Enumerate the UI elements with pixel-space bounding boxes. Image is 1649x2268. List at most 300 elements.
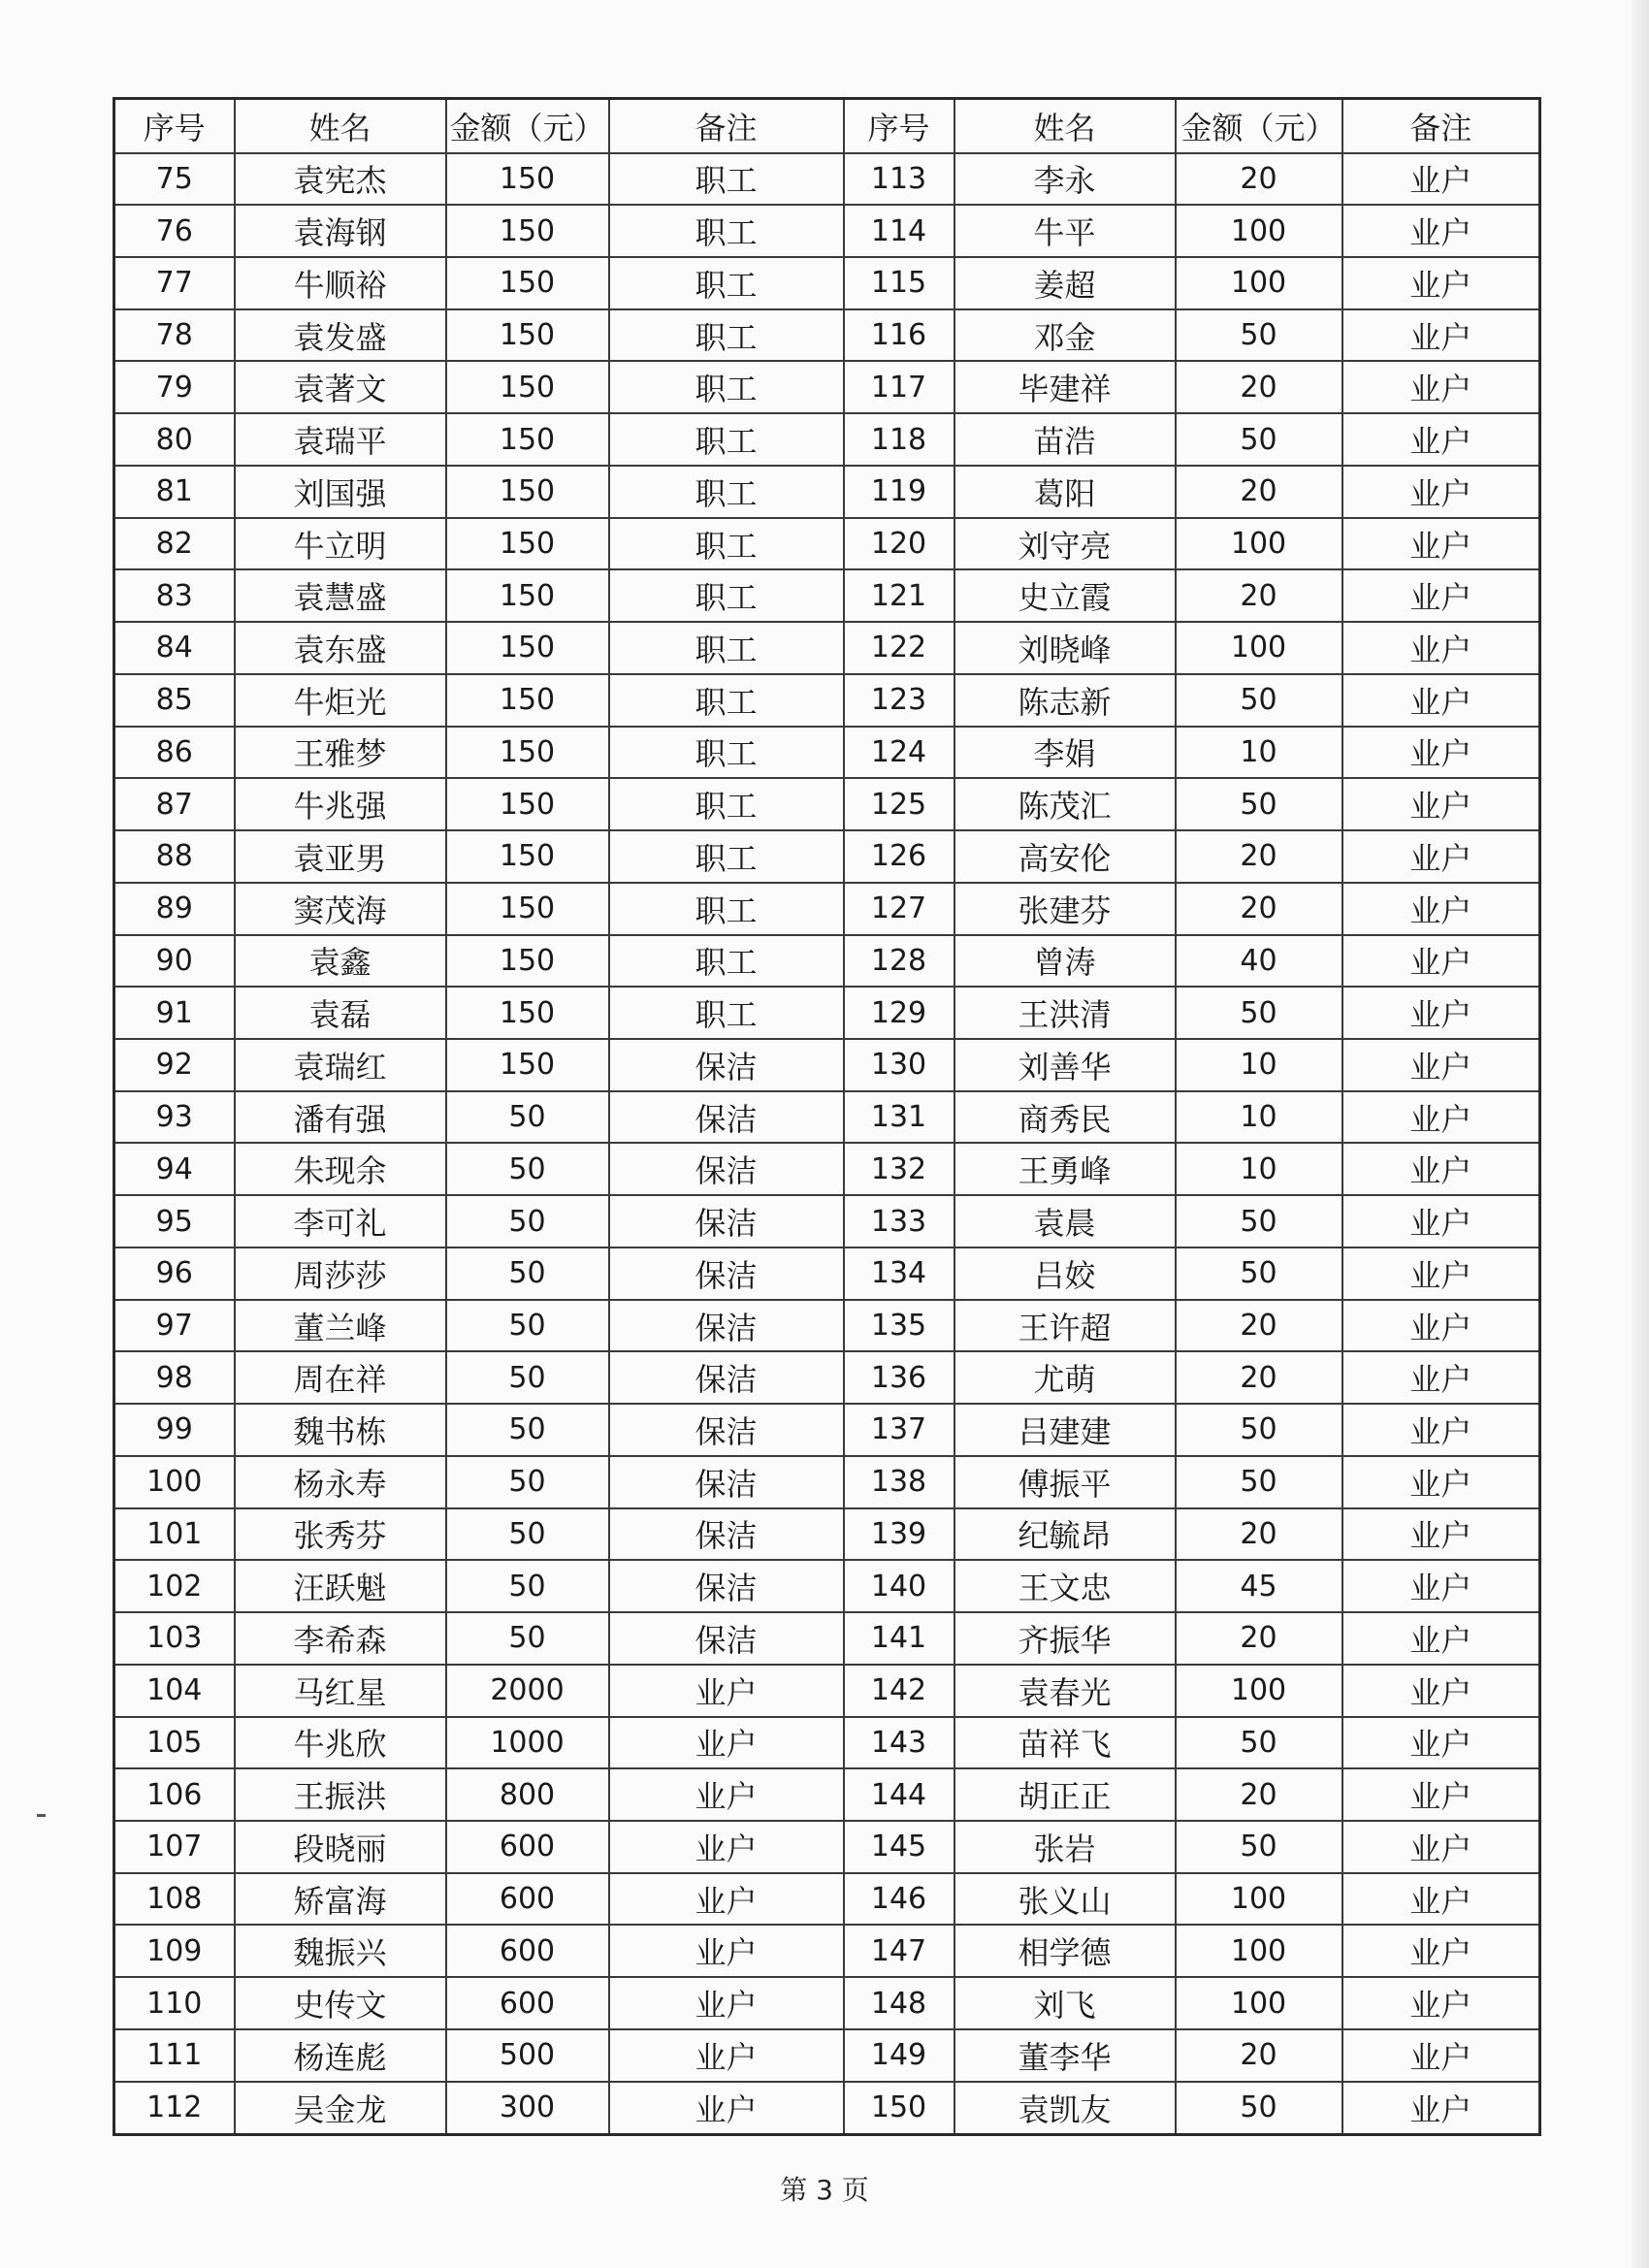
- right-note-cell: 业户: [1342, 1300, 1540, 1352]
- left-serial-cell: 88: [114, 830, 235, 883]
- right-amount-cell: 40: [1176, 935, 1342, 988]
- right-name-cell: 姜超: [954, 257, 1176, 309]
- right-note-cell: 业户: [1342, 2082, 1540, 2135]
- right-amount-cell: 20: [1176, 1768, 1342, 1821]
- right-serial-cell: 123: [844, 674, 954, 727]
- header-amount-right: 金额（元）: [1176, 99, 1342, 153]
- right-note-cell: 业户: [1342, 1195, 1540, 1247]
- right-amount-cell: 10: [1176, 727, 1342, 779]
- right-amount-cell: 20: [1176, 1300, 1342, 1352]
- right-name-cell: 袁凯友: [954, 2082, 1176, 2135]
- right-note-cell: 业户: [1342, 1977, 1540, 2029]
- left-name-cell: 段晓丽: [235, 1821, 446, 1873]
- right-note-cell: 业户: [1342, 1091, 1540, 1144]
- right-serial-cell: 130: [844, 1039, 954, 1091]
- table-row: [114, 1091, 1540, 1144]
- header-serial-right: 序号: [844, 99, 954, 153]
- table-row: [114, 1300, 1540, 1352]
- left-note-cell: 保洁: [609, 1039, 844, 1091]
- left-name-cell: 牛兆强: [235, 778, 446, 830]
- left-note-cell: 职工: [609, 518, 844, 570]
- right-serial-cell: 146: [844, 1873, 954, 1926]
- left-name-cell: 张秀芬: [235, 1508, 446, 1561]
- left-serial-cell: 107: [114, 1821, 235, 1873]
- left-amount-cell: 50: [446, 1508, 609, 1561]
- table-row: [114, 1612, 1540, 1665]
- left-name-cell: 牛立明: [235, 518, 446, 570]
- right-serial-cell: 119: [844, 466, 954, 518]
- right-amount-cell: 10: [1176, 1091, 1342, 1144]
- right-note-cell: 业户: [1342, 883, 1540, 935]
- left-amount-cell: 50: [446, 1143, 609, 1195]
- table-row: [114, 622, 1540, 674]
- left-amount-cell: 150: [446, 622, 609, 674]
- left-note-cell: 职工: [609, 257, 844, 309]
- right-name-cell: 傅振平: [954, 1456, 1176, 1508]
- right-serial-cell: 141: [844, 1612, 954, 1665]
- left-amount-cell: 150: [446, 727, 609, 779]
- right-note-cell: 业户: [1342, 674, 1540, 727]
- left-amount-cell: 50: [446, 1247, 609, 1300]
- right-note-cell: 业户: [1342, 466, 1540, 518]
- table-row: [114, 205, 1540, 257]
- right-note-cell: 业户: [1342, 1821, 1540, 1873]
- table-row: [114, 1717, 1540, 1769]
- right-name-cell: 王许超: [954, 1300, 1176, 1352]
- table-row: [114, 1195, 1540, 1247]
- left-serial-cell: 92: [114, 1039, 235, 1091]
- table-row: [114, 1768, 1540, 1821]
- table-body: [114, 153, 1540, 2135]
- right-name-cell: 陈茂汇: [954, 778, 1176, 830]
- left-amount-cell: 50: [446, 1195, 609, 1247]
- table-row: [114, 1977, 1540, 2029]
- right-serial-cell: 131: [844, 1091, 954, 1144]
- left-note-cell: 保洁: [609, 1404, 844, 1456]
- left-note-cell: 业户: [609, 1821, 844, 1873]
- left-serial-cell: 109: [114, 1925, 235, 1977]
- left-note-cell: 业户: [609, 1873, 844, 1926]
- left-serial-cell: 87: [114, 778, 235, 830]
- header-note-left: 备注: [609, 99, 844, 153]
- left-name-cell: 袁鑫: [235, 935, 446, 988]
- scan-speck: [37, 1814, 46, 1817]
- right-name-cell: 王文忠: [954, 1560, 1176, 1612]
- right-note-cell: 业户: [1342, 1665, 1540, 1717]
- left-serial-cell: 79: [114, 361, 235, 413]
- left-serial-cell: 111: [114, 2029, 235, 2082]
- table-row: [114, 1925, 1540, 1977]
- left-amount-cell: 600: [446, 1977, 609, 2029]
- table-row: [114, 1508, 1540, 1561]
- left-amount-cell: 150: [446, 1039, 609, 1091]
- left-amount-cell: 50: [446, 1300, 609, 1352]
- left-note-cell: 保洁: [609, 1300, 844, 1352]
- scan-page-edge: [1632, 0, 1649, 2268]
- right-serial-cell: 138: [844, 1456, 954, 1508]
- left-serial-cell: 97: [114, 1300, 235, 1352]
- left-amount-cell: 500: [446, 2029, 609, 2082]
- left-note-cell: 业户: [609, 1717, 844, 1769]
- left-note-cell: 业户: [609, 1977, 844, 2029]
- right-note-cell: 业户: [1342, 569, 1540, 622]
- left-name-cell: 袁亚男: [235, 830, 446, 883]
- right-name-cell: 邓金: [954, 309, 1176, 362]
- right-note-cell: 业户: [1342, 1404, 1540, 1456]
- right-note-cell: 业户: [1342, 2029, 1540, 2082]
- left-amount-cell: 50: [446, 1560, 609, 1612]
- left-name-cell: 杨连彪: [235, 2029, 446, 2082]
- right-note-cell: 业户: [1342, 361, 1540, 413]
- left-amount-cell: 800: [446, 1768, 609, 1821]
- right-serial-cell: 135: [844, 1300, 954, 1352]
- left-serial-cell: 95: [114, 1195, 235, 1247]
- left-serial-cell: 81: [114, 466, 235, 518]
- right-name-cell: 陈志新: [954, 674, 1176, 727]
- left-amount-cell: 150: [446, 830, 609, 883]
- right-amount-cell: 10: [1176, 1143, 1342, 1195]
- left-serial-cell: 108: [114, 1873, 235, 1926]
- left-name-cell: 矫富海: [235, 1873, 446, 1926]
- left-note-cell: 业户: [609, 2029, 844, 2082]
- right-amount-cell: 50: [1176, 413, 1342, 466]
- left-name-cell: 牛炬光: [235, 674, 446, 727]
- right-note-cell: 业户: [1342, 1768, 1540, 1821]
- right-note-cell: 业户: [1342, 1717, 1540, 1769]
- right-note-cell: 业户: [1342, 1560, 1540, 1612]
- right-serial-cell: 142: [844, 1665, 954, 1717]
- left-amount-cell: 50: [446, 1404, 609, 1456]
- right-note-cell: 业户: [1342, 205, 1540, 257]
- right-name-cell: 吕姣: [954, 1247, 1176, 1300]
- left-amount-cell: 150: [446, 361, 609, 413]
- right-note-cell: 业户: [1342, 935, 1540, 988]
- header-note-right: 备注: [1342, 99, 1540, 153]
- right-serial-cell: 132: [844, 1143, 954, 1195]
- right-serial-cell: 120: [844, 518, 954, 570]
- right-serial-cell: 144: [844, 1768, 954, 1821]
- right-amount-cell: 20: [1176, 466, 1342, 518]
- left-serial-cell: 103: [114, 1612, 235, 1665]
- right-note-cell: 业户: [1342, 257, 1540, 309]
- right-amount-cell: 20: [1176, 569, 1342, 622]
- left-serial-cell: 102: [114, 1560, 235, 1612]
- right-note-cell: 业户: [1342, 622, 1540, 674]
- table-row: [114, 413, 1540, 466]
- left-serial-cell: 105: [114, 1717, 235, 1769]
- right-amount-cell: 50: [1176, 1821, 1342, 1873]
- left-name-cell: 袁瑞红: [235, 1039, 446, 1091]
- page-number: 第 3 页: [780, 2174, 869, 2206]
- right-name-cell: 胡正正: [954, 1768, 1176, 1821]
- left-serial-cell: 106: [114, 1768, 235, 1821]
- left-name-cell: 袁著文: [235, 361, 446, 413]
- left-name-cell: 袁海钢: [235, 205, 446, 257]
- left-note-cell: 职工: [609, 987, 844, 1039]
- left-serial-cell: 89: [114, 883, 235, 935]
- right-name-cell: 纪毓昂: [954, 1508, 1176, 1561]
- left-amount-cell: 150: [446, 569, 609, 622]
- right-amount-cell: 50: [1176, 2082, 1342, 2135]
- left-name-cell: 窦茂海: [235, 883, 446, 935]
- table-row: [114, 466, 1540, 518]
- table-row: [114, 1143, 1540, 1195]
- right-serial-cell: 129: [844, 987, 954, 1039]
- right-amount-cell: 50: [1176, 1456, 1342, 1508]
- right-amount-cell: 100: [1176, 518, 1342, 570]
- right-amount-cell: 100: [1176, 257, 1342, 309]
- left-serial-cell: 76: [114, 205, 235, 257]
- right-amount-cell: 50: [1176, 309, 1342, 362]
- table-row: [114, 1039, 1540, 1091]
- left-name-cell: 周在祥: [235, 1351, 446, 1404]
- left-note-cell: 保洁: [609, 1195, 844, 1247]
- right-serial-cell: 136: [844, 1351, 954, 1404]
- table-row: [114, 153, 1540, 206]
- table-row: [114, 674, 1540, 727]
- left-amount-cell: 150: [446, 257, 609, 309]
- table-row: [114, 1247, 1540, 1300]
- header-amount-left: 金额（元）: [446, 99, 609, 153]
- right-note-cell: 业户: [1342, 1039, 1540, 1091]
- right-name-cell: 商秀民: [954, 1091, 1176, 1144]
- left-note-cell: 职工: [609, 569, 844, 622]
- left-name-cell: 史传文: [235, 1977, 446, 2029]
- left-note-cell: 业户: [609, 2082, 844, 2135]
- left-serial-cell: 104: [114, 1665, 235, 1717]
- left-name-cell: 王振洪: [235, 1768, 446, 1821]
- right-serial-cell: 139: [844, 1508, 954, 1561]
- right-note-cell: 业户: [1342, 1351, 1540, 1404]
- left-note-cell: 保洁: [609, 1456, 844, 1508]
- table-row: [114, 883, 1540, 935]
- left-note-cell: 职工: [609, 205, 844, 257]
- left-name-cell: 马红星: [235, 1665, 446, 1717]
- right-name-cell: 尤萌: [954, 1351, 1176, 1404]
- right-note-cell: 业户: [1342, 1456, 1540, 1508]
- right-serial-cell: 140: [844, 1560, 954, 1612]
- left-amount-cell: 150: [446, 987, 609, 1039]
- left-name-cell: 杨永寿: [235, 1456, 446, 1508]
- donation-table: [113, 97, 1541, 2136]
- right-amount-cell: 50: [1176, 674, 1342, 727]
- left-name-cell: 王雅梦: [235, 727, 446, 779]
- left-note-cell: 职工: [609, 153, 844, 206]
- left-serial-cell: 82: [114, 518, 235, 570]
- right-amount-cell: 20: [1176, 1612, 1342, 1665]
- left-amount-cell: 150: [446, 309, 609, 362]
- right-name-cell: 牛平: [954, 205, 1176, 257]
- right-amount-cell: 50: [1176, 778, 1342, 830]
- table-row: [114, 935, 1540, 988]
- table-header-row: [114, 99, 1540, 153]
- right-note-cell: 业户: [1342, 1247, 1540, 1300]
- right-serial-cell: 115: [844, 257, 954, 309]
- right-name-cell: 张建芬: [954, 883, 1176, 935]
- right-serial-cell: 147: [844, 1925, 954, 1977]
- left-note-cell: 职工: [609, 622, 844, 674]
- right-serial-cell: 149: [844, 2029, 954, 2082]
- right-name-cell: 刘晓峰: [954, 622, 1176, 674]
- left-serial-cell: 101: [114, 1508, 235, 1561]
- left-serial-cell: 84: [114, 622, 235, 674]
- left-name-cell: 汪跃魁: [235, 1560, 446, 1612]
- left-name-cell: 牛兆欣: [235, 1717, 446, 1769]
- table-row: [114, 1665, 1540, 1717]
- left-note-cell: 业户: [609, 1665, 844, 1717]
- left-name-cell: 袁磊: [235, 987, 446, 1039]
- right-name-cell: 王勇峰: [954, 1143, 1176, 1195]
- right-amount-cell: 50: [1176, 1195, 1342, 1247]
- left-amount-cell: 2000: [446, 1665, 609, 1717]
- left-note-cell: 保洁: [609, 1612, 844, 1665]
- right-note-cell: 业户: [1342, 1143, 1540, 1195]
- right-name-cell: 相学德: [954, 1925, 1176, 1977]
- left-name-cell: 袁宪杰: [235, 153, 446, 206]
- left-amount-cell: 300: [446, 2082, 609, 2135]
- right-serial-cell: 150: [844, 2082, 954, 2135]
- left-amount-cell: 150: [446, 153, 609, 206]
- left-note-cell: 职工: [609, 778, 844, 830]
- table-row: [114, 309, 1540, 362]
- right-note-cell: 业户: [1342, 1612, 1540, 1665]
- left-amount-cell: 150: [446, 518, 609, 570]
- table-row: [114, 2082, 1540, 2135]
- right-amount-cell: 20: [1176, 1351, 1342, 1404]
- left-note-cell: 保洁: [609, 1091, 844, 1144]
- right-note-cell: 业户: [1342, 727, 1540, 779]
- right-serial-cell: 122: [844, 622, 954, 674]
- left-name-cell: 牛顺裕: [235, 257, 446, 309]
- left-serial-cell: 80: [114, 413, 235, 466]
- right-name-cell: 史立霞: [954, 569, 1176, 622]
- left-amount-cell: 600: [446, 1873, 609, 1926]
- left-name-cell: 袁慧盛: [235, 569, 446, 622]
- left-serial-cell: 96: [114, 1247, 235, 1300]
- left-note-cell: 保洁: [609, 1508, 844, 1561]
- right-amount-cell: 45: [1176, 1560, 1342, 1612]
- right-serial-cell: 126: [844, 830, 954, 883]
- table-row: [114, 2029, 1540, 2082]
- left-amount-cell: 50: [446, 1091, 609, 1144]
- right-note-cell: 业户: [1342, 153, 1540, 206]
- right-note-cell: 业户: [1342, 830, 1540, 883]
- right-amount-cell: 20: [1176, 153, 1342, 206]
- right-name-cell: 毕建祥: [954, 361, 1176, 413]
- left-serial-cell: 112: [114, 2082, 235, 2135]
- left-serial-cell: 83: [114, 569, 235, 622]
- right-serial-cell: 137: [844, 1404, 954, 1456]
- right-note-cell: 业户: [1342, 413, 1540, 466]
- right-serial-cell: 143: [844, 1717, 954, 1769]
- table-row: [114, 1873, 1540, 1926]
- table-row: [114, 257, 1540, 309]
- right-name-cell: 袁春光: [954, 1665, 1176, 1717]
- right-amount-cell: 50: [1176, 987, 1342, 1039]
- left-note-cell: 保洁: [609, 1143, 844, 1195]
- header-name-left: 姓名: [235, 99, 446, 153]
- table-row: [114, 987, 1540, 1039]
- right-serial-cell: 121: [844, 569, 954, 622]
- right-name-cell: 苗祥飞: [954, 1717, 1176, 1769]
- left-name-cell: 魏书栋: [235, 1404, 446, 1456]
- left-serial-cell: 85: [114, 674, 235, 727]
- right-serial-cell: 116: [844, 309, 954, 362]
- left-name-cell: 潘有强: [235, 1091, 446, 1144]
- left-amount-cell: 50: [446, 1612, 609, 1665]
- right-amount-cell: 100: [1176, 1925, 1342, 1977]
- right-amount-cell: 50: [1176, 1404, 1342, 1456]
- right-note-cell: 业户: [1342, 1873, 1540, 1926]
- left-name-cell: 袁发盛: [235, 309, 446, 362]
- table-row: [114, 1456, 1540, 1508]
- left-note-cell: 职工: [609, 674, 844, 727]
- left-amount-cell: 600: [446, 1925, 609, 1977]
- left-serial-cell: 100: [114, 1456, 235, 1508]
- table-row: [114, 569, 1540, 622]
- left-serial-cell: 110: [114, 1977, 235, 2029]
- left-serial-cell: 91: [114, 987, 235, 1039]
- right-name-cell: 董李华: [954, 2029, 1176, 2082]
- left-amount-cell: 1000: [446, 1717, 609, 1769]
- table-row: [114, 518, 1540, 570]
- right-name-cell: 张义山: [954, 1873, 1176, 1926]
- right-amount-cell: 20: [1176, 2029, 1342, 2082]
- left-serial-cell: 78: [114, 309, 235, 362]
- right-serial-cell: 118: [844, 413, 954, 466]
- left-name-cell: 周莎莎: [235, 1247, 446, 1300]
- right-amount-cell: 50: [1176, 1247, 1342, 1300]
- left-name-cell: 吴金龙: [235, 2082, 446, 2135]
- right-amount-cell: 50: [1176, 1717, 1342, 1769]
- left-name-cell: 董兰峰: [235, 1300, 446, 1352]
- left-note-cell: 职工: [609, 309, 844, 362]
- left-serial-cell: 93: [114, 1091, 235, 1144]
- table-row: [114, 830, 1540, 883]
- right-note-cell: 业户: [1342, 1925, 1540, 1977]
- left-note-cell: 业户: [609, 1768, 844, 1821]
- right-amount-cell: 20: [1176, 361, 1342, 413]
- table-row: [114, 1351, 1540, 1404]
- header-name-right: 姓名: [954, 99, 1176, 153]
- left-amount-cell: 150: [446, 413, 609, 466]
- right-note-cell: 业户: [1342, 987, 1540, 1039]
- right-amount-cell: 100: [1176, 1665, 1342, 1717]
- right-name-cell: 王洪清: [954, 987, 1176, 1039]
- right-serial-cell: 125: [844, 778, 954, 830]
- right-serial-cell: 113: [844, 153, 954, 206]
- table-row: [114, 727, 1540, 779]
- right-name-cell: 吕建建: [954, 1404, 1176, 1456]
- right-serial-cell: 114: [844, 205, 954, 257]
- left-serial-cell: 99: [114, 1404, 235, 1456]
- left-amount-cell: 150: [446, 883, 609, 935]
- left-note-cell: 职工: [609, 361, 844, 413]
- left-note-cell: 职工: [609, 830, 844, 883]
- left-note-cell: 保洁: [609, 1351, 844, 1404]
- left-note-cell: 业户: [609, 1925, 844, 1977]
- right-amount-cell: 100: [1176, 205, 1342, 257]
- right-amount-cell: 100: [1176, 1873, 1342, 1926]
- right-name-cell: 刘善华: [954, 1039, 1176, 1091]
- right-serial-cell: 133: [844, 1195, 954, 1247]
- left-serial-cell: 77: [114, 257, 235, 309]
- left-amount-cell: 150: [446, 935, 609, 988]
- right-name-cell: 张岩: [954, 1821, 1176, 1873]
- left-note-cell: 职工: [609, 466, 844, 518]
- right-note-cell: 业户: [1342, 309, 1540, 362]
- right-name-cell: 刘守亮: [954, 518, 1176, 570]
